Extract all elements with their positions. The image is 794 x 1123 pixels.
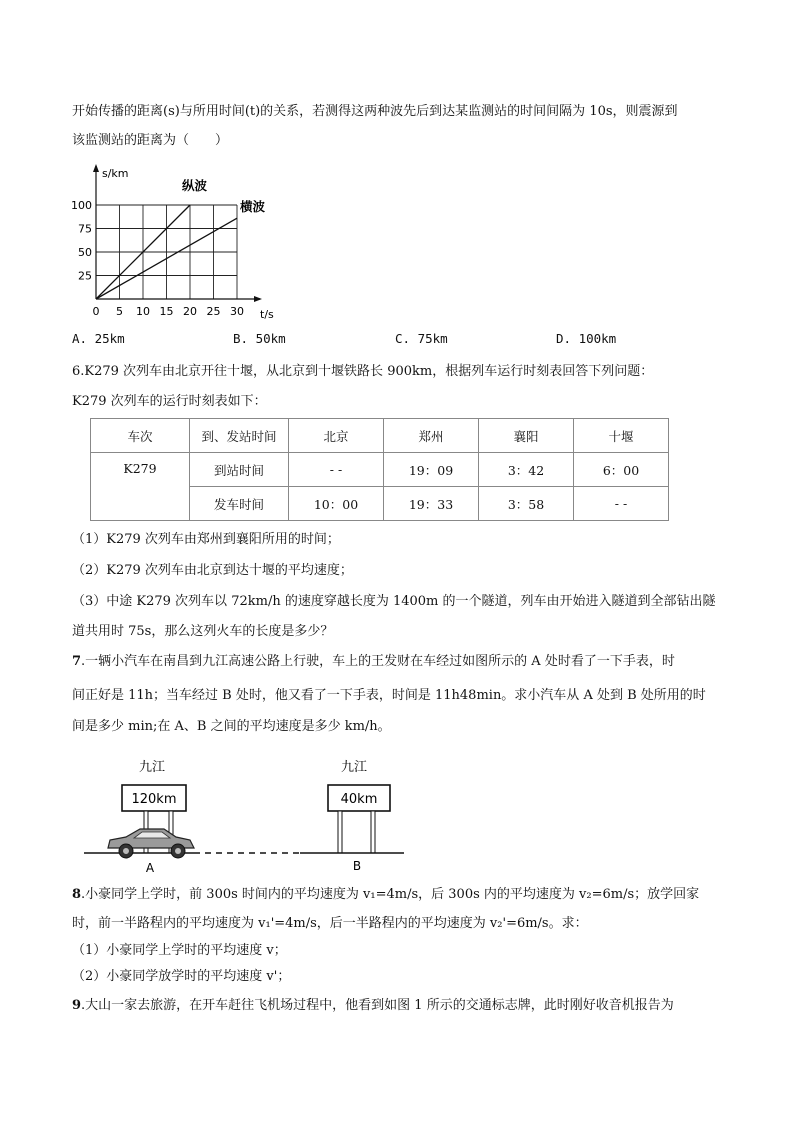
header-zhengzhou: 郑州 bbox=[384, 419, 479, 453]
timetable bbox=[90, 418, 669, 521]
header-beijing: 北京 bbox=[289, 419, 384, 453]
header-time-type: 到、发站时间 bbox=[190, 419, 289, 453]
q6-sub2: （2）K279 次列车由北京到达十堰的平均速度； bbox=[72, 563, 353, 578]
q6-sub3-line2: 道共用时 75s，那么这列火车的长度是多少？ bbox=[72, 624, 334, 639]
row-label: 到站时间 bbox=[190, 453, 289, 487]
x-axis-arrow-icon bbox=[254, 296, 262, 302]
sign-b-distance: 40km bbox=[340, 792, 378, 807]
x-tick-label: 15 bbox=[159, 305, 174, 318]
q8-sub2: （2）小豪同学放学时的平均速度 v'； bbox=[72, 969, 291, 984]
q8-text1: .小豪同学上学时，前 300s 时间内的平均速度为 v₁=4m/s，后 300s 内的平均速度为 v₂=6m/s；放学回家 bbox=[81, 887, 700, 902]
chart-labels bbox=[71, 167, 274, 320]
q9-number: 9 bbox=[72, 998, 82, 1013]
y-tick-label: 25 bbox=[78, 269, 92, 283]
q8-sub1: （1）小豪同学上学时的平均速度 v； bbox=[72, 943, 287, 958]
wave-chart bbox=[70, 160, 290, 320]
chart-grid bbox=[96, 205, 237, 299]
q7-line3: 间是多少 min;在 A、B 之间的平均速度是多少 km/h。 bbox=[72, 719, 391, 734]
label-b: B bbox=[352, 859, 362, 873]
label-a: A bbox=[145, 861, 155, 874]
q7-text1: .一辆小汽车在南昌到九江高速公路上行驶，车上的王发财在车经过如图所示的 A 处时看了一下手表，时 bbox=[81, 654, 675, 669]
row-label: 发车时间 bbox=[190, 487, 289, 521]
q6-sub3-line1: （3）中途 K279 次列车以 72km/h 的速度穿越长度为 1400m 的一个隧道，列车由开始进入隧道到全部钻出隧 bbox=[72, 594, 716, 609]
q6-stem: 6.K279 次列车由北京开往十堰，从北京到十堰铁路长 900km，根据列车运行时刻表回答下列问题： bbox=[72, 364, 654, 379]
x-axis-label: t/s bbox=[260, 308, 274, 320]
train-number: K279 bbox=[91, 453, 190, 521]
x-tick-label: 10 bbox=[136, 305, 150, 318]
q9-text1: .大山一家去旅游，在开车赶往飞机场过程中，他看到如图 1 所示的交通标志牌，此时刚好收音机报告为 bbox=[81, 998, 674, 1013]
q7-line1 bbox=[72, 652, 675, 672]
table-cell: 6：00 bbox=[574, 453, 669, 487]
sign-b-city: 九江 bbox=[340, 760, 368, 775]
option-b[interactable]: B. 50km bbox=[233, 331, 286, 346]
q8-line2: 时，前一半路程内的平均速度为 v₁'=4m/s，后一半路程内的平均速度为 v₂'=6m/s。求： bbox=[72, 916, 588, 931]
option-c[interactable]: C. 75km bbox=[395, 331, 448, 346]
timetable-row-arrive bbox=[91, 453, 669, 487]
table-cell: 3：42 bbox=[479, 453, 574, 487]
q6-table-caption: K279 次列车的运行时刻表如下： bbox=[72, 394, 267, 409]
y-tick-label: 100 bbox=[71, 199, 92, 212]
sign-b-post-left bbox=[338, 811, 342, 853]
q9-line1 bbox=[72, 996, 674, 1016]
q7-line2: 间正好是 11h；当车经过 B 处时，他又看了一下手表，时间是 11h48min。求小汽车从 A 处到 B 处所用的时 bbox=[72, 688, 706, 703]
y-axis-label: s/km bbox=[102, 167, 129, 180]
y-tick-label: 75 bbox=[78, 222, 92, 236]
q8-number: 8 bbox=[72, 887, 82, 902]
q6-sub1: （1）K279 次列车由郑州到襄阳所用的时间； bbox=[72, 532, 340, 547]
table-cell: - - bbox=[574, 487, 669, 521]
sign-a-distance: 120km bbox=[131, 792, 177, 807]
series-label-longitudinal: 纵波 bbox=[182, 178, 208, 193]
table-cell: 19：33 bbox=[384, 487, 479, 521]
y-tick-label: 50 bbox=[78, 246, 92, 259]
option-d[interactable]: D. 100km bbox=[556, 331, 617, 346]
series-label-transverse: 横波 bbox=[240, 199, 266, 214]
road-sign-figure bbox=[82, 752, 412, 874]
table-cell: - - bbox=[289, 453, 384, 487]
table-cell: 10：00 bbox=[289, 487, 384, 521]
table-cell: 19：09 bbox=[384, 453, 479, 487]
sign-b-post-right bbox=[371, 811, 375, 853]
header-xiangyang: 襄阳 bbox=[479, 419, 574, 453]
header-shiyan: 十堰 bbox=[574, 419, 669, 453]
header-train: 车次 bbox=[91, 419, 190, 453]
timetable-header-row bbox=[91, 419, 669, 453]
q5-stem-line1: 开始传播的距离(s)与所用时间(t)的关系，若测得这两种波先后到达某监测站的时间间隔为 10s，则震源到 bbox=[72, 104, 678, 119]
x-tick-label: 5 bbox=[116, 305, 123, 318]
q7-number: 7 bbox=[72, 654, 82, 669]
table-cell: 3：58 bbox=[479, 487, 574, 521]
y-axis-arrow-icon bbox=[93, 164, 99, 172]
q5-stem-line2: 该监测站的距离为（ ） bbox=[72, 133, 229, 148]
x-tick-label: 0 bbox=[92, 305, 100, 318]
x-tick-label: 30 bbox=[230, 305, 244, 318]
option-a[interactable]: A. 25km bbox=[72, 331, 125, 346]
x-tick-label: 25 bbox=[206, 305, 221, 318]
q8-line1 bbox=[72, 885, 699, 905]
sign-a-city: 九江 bbox=[138, 760, 166, 775]
x-tick-label: 20 bbox=[183, 305, 197, 318]
